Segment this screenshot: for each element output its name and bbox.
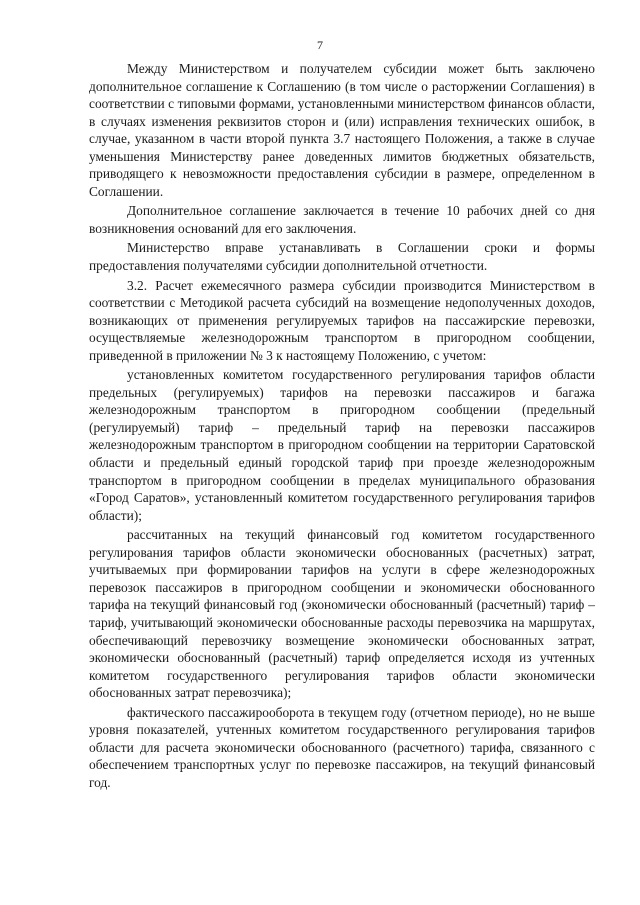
paragraph-costs-calculated: рассчитанных на текущий финансовый год комитетом государственного регулирования тарифов области экономически обоснованных (расчетных) затрат, учитываемых при формировании тарифов на услуги в сфере железнодорожных перевозок пассажиров в пригородном сообщении и экономически обоснованного тарифа на текущий финансовый год (экономически обоснованный (расчетный) тариф – тариф, учитывающий экономически обоснованные расходы перевозчика на маршрутах, обеспечивающий перевозчику возмещение экономически обоснованных затрат, экономически обоснованный (расчетный) тариф определяется исходя из учтенных комитетом государственного регулирования тарифов области экономически обоснованных затрат перевозчика); — [89, 527, 595, 701]
paragraph-passenger-turnover: фактического пассажирооборота в текущем году (отчетном периоде), но не выше уровня показателей, учтенных комитетом государственного регулирования тарифов области для расчета экономически обоснованного (расчетного) тарифа, связанного с обеспечением транспортных услуг по перевозке пассажиров, на текущий финансовый год. — [89, 704, 595, 790]
paragraph-reporting: Министерство вправе устанавливать в Соглашении сроки и формы предоставления получателями субсидии дополнительной отчетности. — [89, 240, 595, 274]
paragraph-3-2: 3.2. Расчет ежемесячного размера субсидии производится Министерством в соответствии с Методикой расчета субсидий на возмещение недополученных доходов, возникающих от применения регулируемых тарифов на пассажирские перевозки, осуществляемые железнодорожным транспортом в пригородном сообщении, приведенной в приложении № 3 к настоящему Положению, с учетом: — [89, 277, 595, 363]
paragraph-tariffs-established: установленных комитетом государственного регулирования тарифов области предельных (регулируемых) тарифов на перевозки пассажиров и багажа железнодорожным транспортом в пригородном сообщении (предельный (регулируемый) тариф – предельный тариф на перевозки пассажиров железнодорожным транспортом в пригородном сообщении на территории Саратовской области и предельный единый городской тариф при проезде железнодорожным транспортом в пригородном сообщении в пределах муниципального образования «Город Саратов», установленный комитетом государственного регулирования тарифов области); — [89, 367, 595, 523]
document-body — [89, 60, 595, 793]
paragraph-agreement-term: Дополнительное соглашение заключается в течение 10 рабочих дней со дня возникновения оснований для его заключения. — [89, 203, 595, 236]
page-number: 7 — [317, 38, 323, 52]
paragraph-additional-agreement: Между Министерством и получателем субсидии может быть заключено дополнительное соглашение к Соглашению (в том числе о расторжении Соглашения) в соответствии с типовыми формами, установленными министерством финансов области, в случаях изменения реквизитов сторон и (или) исправления технических ошибок, в случае, указанном в части второй пункта 3.7 настоящего Положения, а также в случае уменьшения Министерству ранее доведенных лимитов бюджетных обязательств, приводящего к невозможности предоставления субсидии в размере, определенном в Соглашении. — [89, 61, 595, 199]
